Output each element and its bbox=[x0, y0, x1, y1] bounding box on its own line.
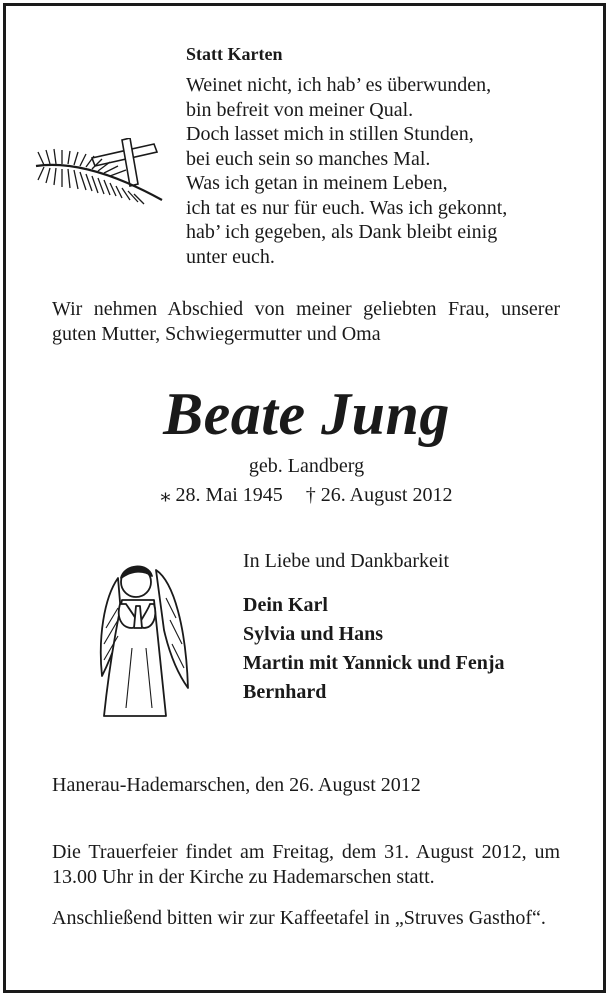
cross-with-palm-icon bbox=[34, 138, 166, 210]
life-dates bbox=[0, 483, 613, 508]
family-member: Dein Karl bbox=[243, 594, 328, 616]
family-member: Martin mit Yannick und Fenja bbox=[243, 652, 505, 674]
funeral-info: Die Trauerfeier findet am Freitag, dem 31. August 2012, um 13.00 Uhr in der Kirche zu Hademarschen statt. bbox=[52, 841, 560, 888]
heading: Statt Karten bbox=[186, 44, 283, 64]
family-member: Bernhard bbox=[243, 681, 327, 703]
poem-line: Weinet nicht, ich hab’ es überwunden, bbox=[186, 74, 492, 96]
birth-name: geb. Landberg bbox=[248, 455, 365, 477]
poem-line: hab’ ich gegeben, als Dank bleibt einig bbox=[186, 221, 498, 243]
deceased-name: Beate Jung bbox=[163, 381, 450, 447]
farewell-text: Wir nehmen Abschied von meiner geliebten Frau, unserer guten Mutter, Schwiegermutter und Oma bbox=[52, 298, 560, 345]
poem-line: bei euch sein so manches Mal. bbox=[186, 147, 431, 170]
place-date: Hanerau-Hademarschen, den 26. August 2012 bbox=[52, 774, 421, 796]
poem-line: ich tat es nur für euch. Was ich gekonnt, bbox=[186, 196, 508, 219]
death-date: † 26. August 2012 bbox=[305, 484, 453, 506]
poem bbox=[186, 73, 576, 269]
praying-angel-icon bbox=[96, 548, 194, 724]
poem-line: bin befreit von meiner Qual. bbox=[186, 98, 414, 121]
coffee-invitation: Anschließend bitten wir zur Kaffeetafel in „Struves Gasthof“. bbox=[52, 907, 546, 929]
poem-line: Was ich getan in meinem Leben, bbox=[186, 172, 448, 194]
family-member: Sylvia und Hans bbox=[243, 623, 384, 645]
poem-line: Doch lasset mich in stillen Stunden, bbox=[186, 123, 474, 145]
love-line: In Liebe und Dankbarkeit bbox=[243, 550, 450, 572]
poem-line: unter euch. bbox=[186, 245, 275, 268]
birth-date: ⁎ 28. Mai 1945 bbox=[160, 484, 283, 506]
